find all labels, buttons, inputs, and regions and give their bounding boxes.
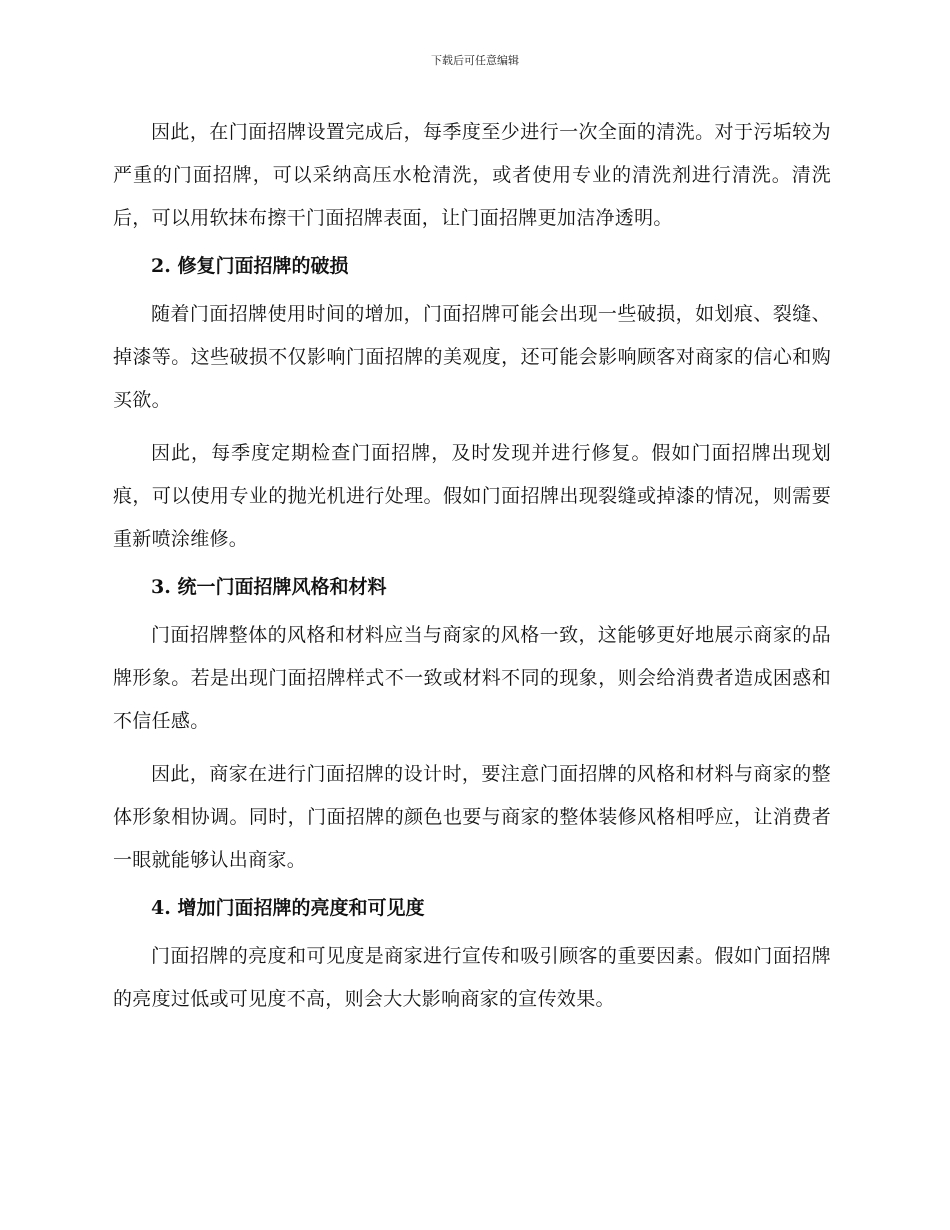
section-heading-brightness: 4. 增加门面招牌的亮度和可见度 <box>151 897 425 919</box>
document-body <box>113 111 831 1021</box>
page-header: 下载后可任意编辑 <box>431 54 519 67</box>
section-heading-repair: 2. 修复门面招牌的破损 <box>151 255 349 277</box>
paragraph-style-intro: 门面招牌整体的风格和材料应当与商家的风格一致，这能够更好地展示商家的品牌形象。若是出现门面招牌样式不一致或材料不同的现象，则会给消费者造成困惑和不信任感。 <box>113 624 831 732</box>
paragraph-style-design: 因此，商家在进行门面招牌的设计时，要注意门面招牌的风格和材料与商家的整体形象相协调。同时，门面招牌的颜色也要与商家的整体装修风格相呼应，让消费者一眼就能够认出商家。 <box>113 763 831 871</box>
section-heading-style: 3. 统一门面招牌风格和材料 <box>151 576 387 598</box>
paragraph-cleaning-detail: 因此，在门面招牌设置完成后，每季度至少进行一次全面的清洗。对于污垢较为严重的门面招牌，可以采纳高压水枪清洗，或者使用专业的清洗剂进行清洗。清洗后，可以用软抹布擦干门面招牌表面，让门面招牌更加洁净透明。 <box>113 121 831 229</box>
paragraph-damage-intro: 随着门面招牌使用时间的增加，门面招牌可能会出现一些破损，如划痕、裂缝、掉漆等。这些破损不仅影响门面招牌的美观度，还可能会影响顾客对商家的信心和购买欲。 <box>113 303 831 411</box>
paragraph-brightness-intro: 门面招牌的亮度和可见度是商家进行宣传和吸引顾客的重要因素。假如门面招牌的亮度过低或可见度不高，则会大大影响商家的宣传效果。 <box>113 945 831 1010</box>
paragraph-repair-method: 因此，每季度定期检查门面招牌，及时发现并进行修复。假如门面招牌出现划痕，可以使用专业的抛光机进行处理。假如门面招牌出现裂缝或掉漆的情况，则需要重新喷涂维修。 <box>113 442 831 550</box>
